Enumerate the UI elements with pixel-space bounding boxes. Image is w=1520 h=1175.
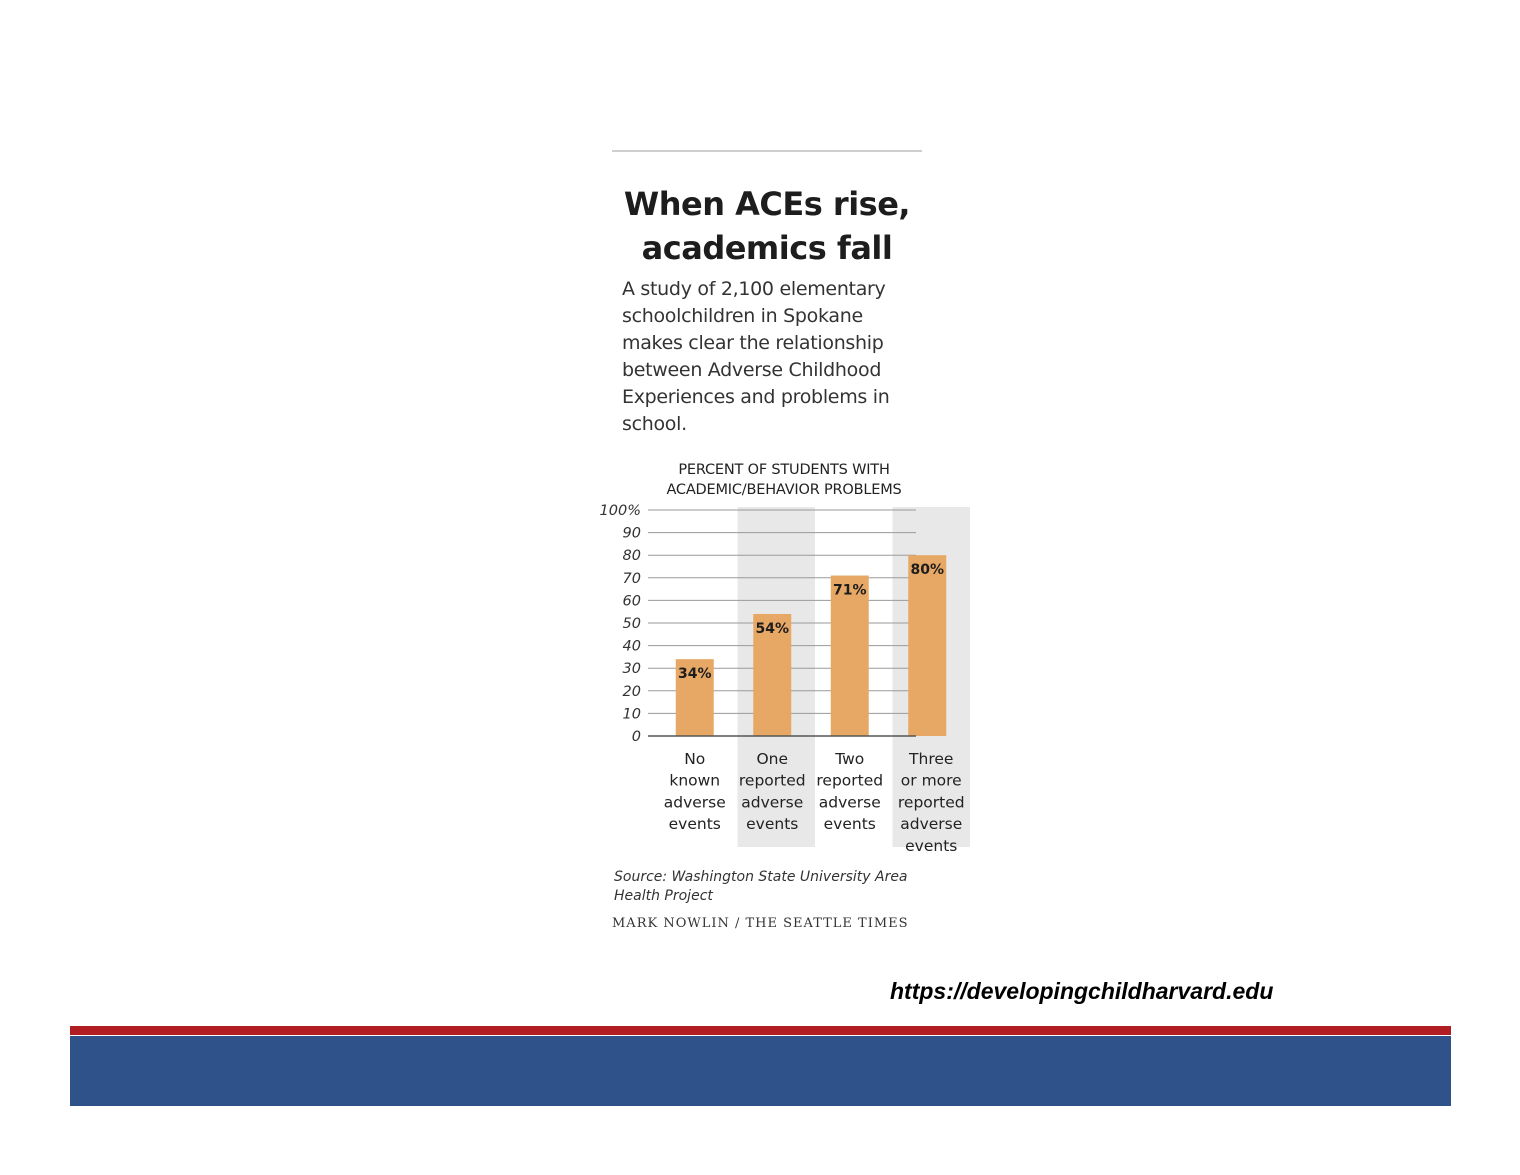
headline-line-1: When ACEs rise, — [623, 185, 911, 223]
x-category-label: Two — [835, 750, 865, 768]
chart-headline — [612, 182, 922, 270]
source-line-1: Source: Washington State University Area — [614, 869, 908, 885]
chart-heading-line-1: PERCENT OF STUDENTS WITH — [678, 462, 890, 478]
x-category-label: events — [823, 815, 876, 834]
intro-line-6: school. — [622, 413, 687, 435]
x-category-label: Three — [909, 750, 954, 768]
y-tick-label: 30 — [622, 661, 641, 678]
bar-value-label: 71% — [832, 582, 867, 599]
x-category-label: adverse — [741, 793, 804, 812]
y-tick-label: 10 — [622, 706, 641, 723]
bar — [831, 576, 869, 736]
source-url: https://developingchildharvard.edu — [890, 978, 1274, 1004]
footer-blue-band — [70, 1036, 1451, 1106]
x-category-label: One — [756, 750, 789, 768]
x-category-label: reported — [738, 771, 806, 790]
intro-line-3: makes clear the relationship — [622, 332, 884, 354]
x-category-label: adverse — [818, 793, 881, 812]
x-category-label: No — [684, 750, 706, 768]
chart-source — [614, 868, 924, 906]
source-line-2: Health Project — [614, 888, 713, 904]
intro-line-4: between Adverse Childhood — [622, 359, 882, 381]
y-tick-label: 50 — [622, 616, 641, 632]
chart-credit: MARK NOWLIN / THE SEATTLE TIMES — [612, 916, 909, 931]
y-tick-label: 40 — [622, 638, 641, 655]
x-category-label: reported — [897, 793, 965, 812]
chart-heading-line-2: ACADEMIC/BEHAVIOR PROBLEMS — [666, 482, 902, 498]
footer-red-stripe — [70, 1026, 1451, 1035]
y-tick-label: 80 — [622, 548, 641, 565]
x-category-label: known — [669, 771, 721, 790]
x-category-label: events — [668, 815, 721, 834]
bar-chart — [599, 503, 965, 863]
y-tick-label: 70 — [622, 570, 641, 587]
intro-line-2: schoolchildren in Spokane — [622, 305, 863, 327]
y-tick-label: 60 — [622, 593, 641, 610]
x-category-label: or more — [900, 771, 962, 790]
x-category-label: events — [905, 836, 958, 855]
y-tick-label: 0 — [631, 729, 641, 745]
intro-line-1: A study of 2,100 elementary — [622, 278, 886, 300]
x-category-label: reported — [816, 771, 884, 790]
top-rule — [612, 150, 922, 152]
bar — [908, 555, 946, 736]
x-category-label: events — [746, 815, 799, 834]
x-category-label: adverse — [900, 815, 963, 834]
chart-heading — [648, 460, 920, 500]
x-category-label: adverse — [663, 793, 726, 812]
y-tick-label: 20 — [622, 683, 641, 700]
bar-value-label: 80% — [910, 562, 945, 579]
y-tick-label: 90 — [622, 525, 641, 542]
chart-intro — [622, 276, 922, 438]
headline-line-2: academics fall — [641, 229, 893, 267]
y-tick-label: 100% — [599, 503, 641, 519]
intro-line-5: Experiences and problems in — [622, 386, 890, 408]
bar-value-label: 34% — [677, 666, 712, 683]
bar-value-label: 54% — [755, 620, 790, 637]
